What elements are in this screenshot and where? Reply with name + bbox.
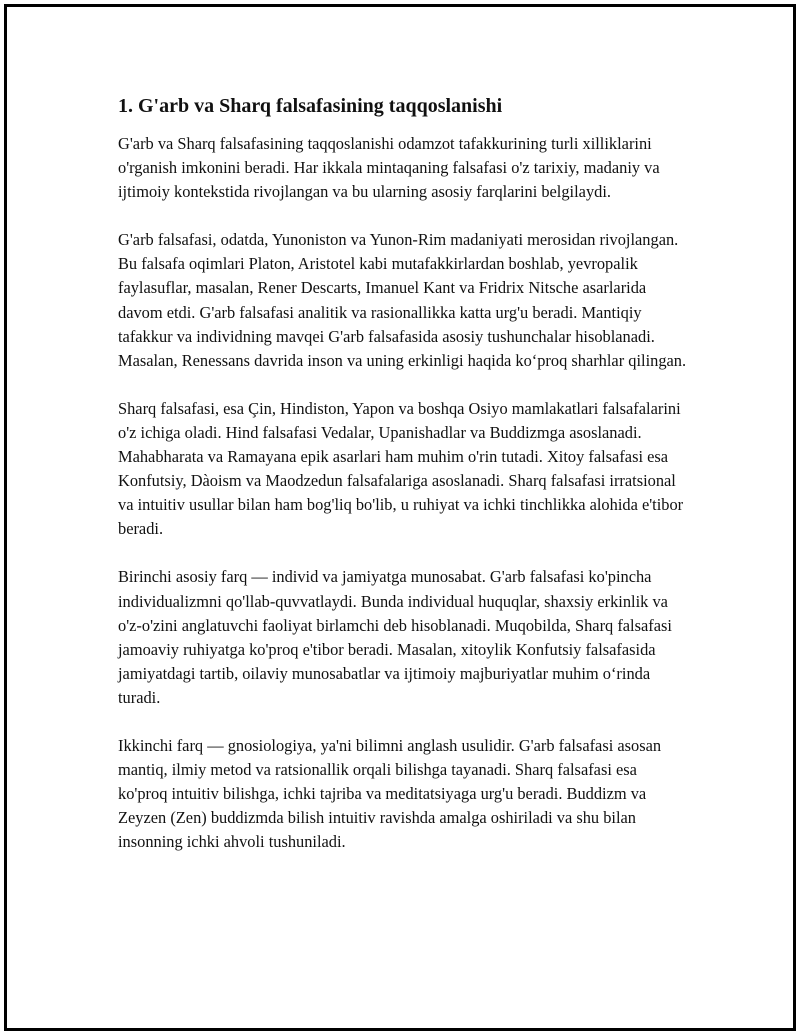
paragraph-first-difference: Birinchi asosiy farq — individ va jamiyatga munosabat. G'arb falsafasi ko'pincha individualizmni qo'llab-quvvatlaydi. Bunda individual huquqlar, shaxsiy erkinlik va o'z-o'zini anglatuvchi faoliyat birlamchi deb hisoblanadi. Muqobilda, Sharq falsafasi jamoaviy ruhiyatga ko'proq e'tibor beradi. Masalan, xitoylik Konfutsiy falsafasida jamiyatdagi tartib, oilaviy munosabatlar va ijtimoiy majburiyatlar muhim o‘rinda turadi. [118, 567, 672, 707]
section-heading: 1. G'arb va Sharq falsafasining taqqoslanishi [118, 95, 503, 117]
paragraph-western-philosophy: G'arb falsafasi, odatda, Yunoniston va Yunon-Rim madaniyati merosidan rivojlangan. Bu falsafa oqimlari Platon, Aristotel kabi mutafakkirlardan boshlab, yevropalik faylasuflar, masalan, Rener Descarts, Imanuel Kant va Fridrix Nitsche asarlarida davom etdi. G'arb falsafasi analitik va rasionallikka katta urg'u beradi. Mantiqiy tafakkur va individning mavqei G'arb falsafasida asosiy tushunchalar hisoblanadi. Masalan, Renessans davrida inson va uning erkinligi haqida ko‘proq sharhlar qilingan. [118, 230, 687, 370]
paragraph-second-difference: Ikkinchi farq — gnosiologiya, ya'ni bilimni anglash usulidir. G'arb falsafasi asosan mantiq, ilmiy metod va ratsionallik orqali bilishga tayanadi. Sharq falsafasi esa ko'proq intuitiv bilishga, ichki tajriba va meditatsiyaga urg'u beradi. Buddizm va Zeyzen (Zen) buddizmda bilish intuitiv ravishda amalga oshiriladi va shu bilan insonning ichki ahvoli tushuniladi. [118, 735, 662, 852]
paragraph-eastern-philosophy: Sharq falsafasi, esa Çin, Hindiston, Yapon va boshqa Osiyo mamlakatlari falsafalarini o'z ichiga oladi. Hind falsafasi Vedalar, Upanishadlar va Buddizmga asoslanadi. Mahabharata va Ramayana epik asarlari ham muhim o'rin tutadi. Xitoy falsafasi esa Konfutsiy, Dàoism va Maodzedun falsafalariga asoslanadi. Sharq falsafasi irratsional va intuitiv usullar bilan ham bog'liq bo'lib, u ruhiyat va ichki tinchlikka alohida e'tibor beradi. [118, 398, 684, 539]
paragraph-intro: G'arb va Sharq falsafasining taqqoslanishi odamzot tafakkurining turli xilliklarini o'rganish imkonini beradi. Har ikkala mintaqaning falsafasi o'z tarixiy, madaniy va ijtimoiy kontekstida rivojlangan va bu ularning asosiy farqlarini belgilaydi. [118, 134, 660, 202]
document-body [118, 93, 688, 878]
